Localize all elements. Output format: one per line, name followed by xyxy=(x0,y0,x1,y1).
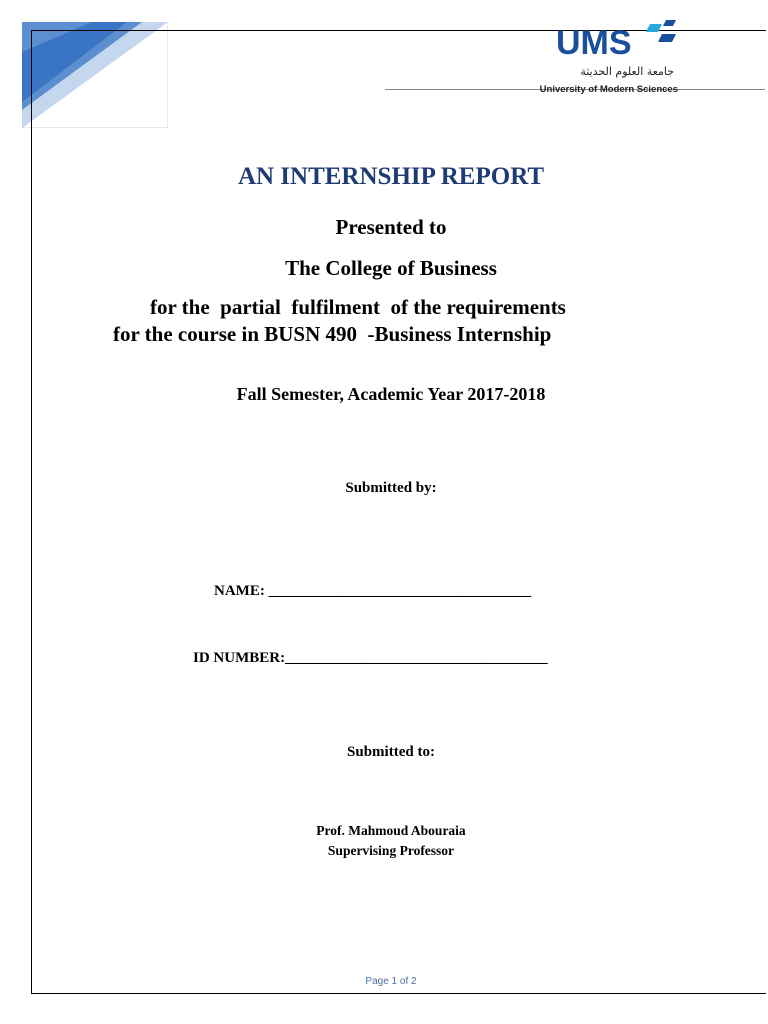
report-title: AN INTERNSHIP REPORT xyxy=(237,163,545,190)
semester-line: Fall Semester, Academic Year 2017-2018 xyxy=(236,384,546,404)
name-field: NAME: ___________________________________ xyxy=(214,583,532,599)
ums-logo-icon xyxy=(554,20,680,60)
college-name: The College of Business xyxy=(285,256,497,280)
submitted-by-label: Submitted by: xyxy=(345,480,437,496)
presented-to: Presented to xyxy=(335,215,447,239)
id-number-field: ID NUMBER:___________________________________ xyxy=(193,650,548,666)
logo-english-name: University of Modern Sciences xyxy=(539,84,678,95)
page-number: Page 1 of 2 xyxy=(365,976,417,987)
requirement-line-1: for the partial fulfilment of the requirements xyxy=(150,295,566,319)
university-logo xyxy=(520,18,680,95)
submitted-to-label: Submitted to: xyxy=(347,744,435,760)
logo-arabic-name: جامعة العلوم الحديثة xyxy=(580,65,674,78)
requirement-line-2: for the course in BUSN 490 -Business Internship xyxy=(113,322,552,346)
professor-role: Supervising Professor xyxy=(327,843,455,858)
professor-name: Prof. Mahmoud Abouraia xyxy=(316,823,466,838)
logo-mark-text: UMS xyxy=(556,24,632,60)
